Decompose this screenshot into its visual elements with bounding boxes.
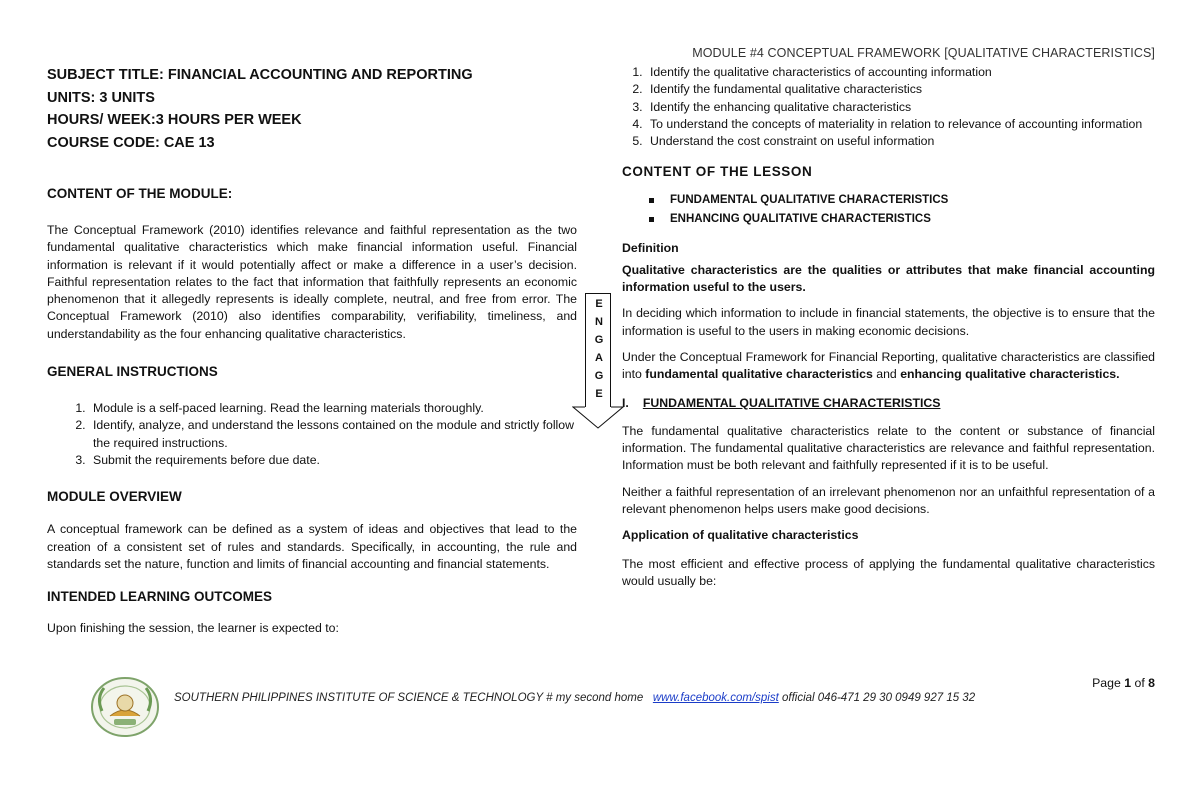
module-overview-heading: MODULE OVERVIEW: [47, 489, 182, 505]
ilo-list: [622, 64, 1155, 150]
content-lesson-list: [622, 191, 1155, 228]
engage-letter: E: [595, 388, 603, 400]
general-instructions-list: [47, 400, 577, 469]
definition-text: Qualitative characteristics are the qualities or attributes that make financial accounting information useful to the users.: [622, 262, 1155, 295]
subject-units: UNITS: 3 UNITS: [47, 89, 155, 106]
facebook-link[interactable]: www.facebook.com/spist: [652, 692, 779, 704]
list-item: FUNDAMENTAL QUALITATIVE CHARACTERISTICS: [670, 191, 1155, 210]
definition-heading: Definition: [622, 241, 679, 256]
list-item: 4. To understand the concepts of materiality in relation to relevance of accounting information: [646, 116, 1155, 133]
footer-contact: official 046-471 29 30 0949 927 15 32: [778, 692, 976, 704]
engage-letter: G: [594, 370, 604, 382]
general-instructions-heading: GENERAL INSTRUCTIONS: [47, 364, 218, 380]
module-overview-text: A conceptual framework can be defined as a system of ideas and objectives that lead to the creation of a consistent set of rules and standards. Specifically, in accounting, the rule and standards set the nature, function and limits of financial accounting and financial statements.: [47, 522, 577, 571]
list-item: 2. Identify, analyze, and understand the lessons contained on the module and strictly follow the required instructions.: [89, 417, 577, 452]
list-item: 1. Module is a self-paced learning. Read the learning materials thoroughly.: [89, 400, 577, 417]
footer: [174, 692, 975, 704]
list-item: ENHANCING QUALITATIVE CHARACTERISTICS: [670, 210, 1155, 229]
application-heading: Application of qualitative characteristics: [622, 528, 859, 543]
content-module-text: The Conceptual Framework (2010) identifies relevance and faithful representation as the two fundamental qualitative characteristics which make financial information useful. Financial information is relevant if it would potentially affect or make a difference in a user’s decision. Faithful representation relates to the fact that information that faithfully represents an economic phenomenon that it allegedly represents is ideally complete, neutral, and free from error. The Conceptual Framework (2010) also identifies comparability, verifiability, timeliness, and understandability as the four enhancing qualitative characteristics.: [47, 223, 577, 341]
definition-paragraph: In deciding which information to include in financial statements, the objective is to ensure that the information is useful to the users in making economic decisions.: [622, 306, 1155, 338]
subject-code: COURSE CODE: CAE 13: [47, 134, 215, 151]
school-logo: [90, 676, 160, 738]
left-column: [47, 64, 577, 637]
list-item: 3. Identify the enhancing qualitative characteristics: [646, 99, 1155, 116]
content-module-heading: CONTENT OF THE MODULE:: [47, 186, 233, 201]
list-item: 1. Identify the qualitative characteristics of accounting information: [646, 64, 1155, 81]
page-number: Page 1 of 8: [1092, 676, 1155, 690]
subject-title: SUBJECT TITLE: FINANCIAL ACCOUNTING AND REPORTING: [47, 67, 473, 83]
list-item: 5. Understand the cost constraint on useful information: [646, 133, 1155, 150]
engage-letter: A: [595, 352, 603, 364]
module-header: MODULE #4 CONCEPTUAL FRAMEWORK [QUALITATIVE CHARACTERISTICS]: [692, 46, 1155, 60]
engage-letter: N: [595, 316, 603, 328]
content-lesson-heading: CONTENT OF THE LESSON: [622, 164, 813, 180]
right-column: [622, 64, 1155, 590]
ilo-intro: Upon finishing the session, the learner is expected to:: [47, 621, 339, 636]
section-paragraph: The fundamental qualitative characteristics relate to the content or substance of financial information. The fundamental qualitative characteristics are relevance and faithful representation. Information must be both relevant and faithfully represented if it is to be useful.: [622, 423, 1155, 473]
section-paragraph: The most efficient and effective process of applying the fundamental qualitative characteristics would usually be:: [622, 556, 1155, 588]
section-paragraph: Neither a faithful representation of an irrelevant phenomenon nor an unfaithful representation of a relevant phenomenon helps users make good decisions.: [622, 484, 1155, 517]
list-item: 2. Identify the fundamental qualitative characteristics: [646, 81, 1155, 98]
section-heading: I. FUNDAMENTAL QUALITATIVE CHARACTERISTICS: [622, 395, 941, 410]
definition-classification: Under the Conceptual Framework for Financial Reporting, qualitative characteristics are classified into fundamental qualitative characteristics and enhancing qualitative characteristics.: [622, 349, 1155, 382]
list-item: 3. Submit the requirements before due date.: [89, 452, 577, 469]
footer-institute: SOUTHERN PHILIPPINES INSTITUTE OF SCIENCE & TECHNOLOGY # my second home: [174, 692, 644, 704]
engage-letter: E: [595, 298, 603, 310]
ilo-heading: INTENDED LEARNING OUTCOMES: [47, 589, 273, 605]
engage-letter: G: [594, 334, 604, 346]
subject-hours: HOURS/ WEEK:3 HOURS PER WEEK: [47, 112, 302, 128]
engage-arrow-head: [572, 390, 624, 430]
